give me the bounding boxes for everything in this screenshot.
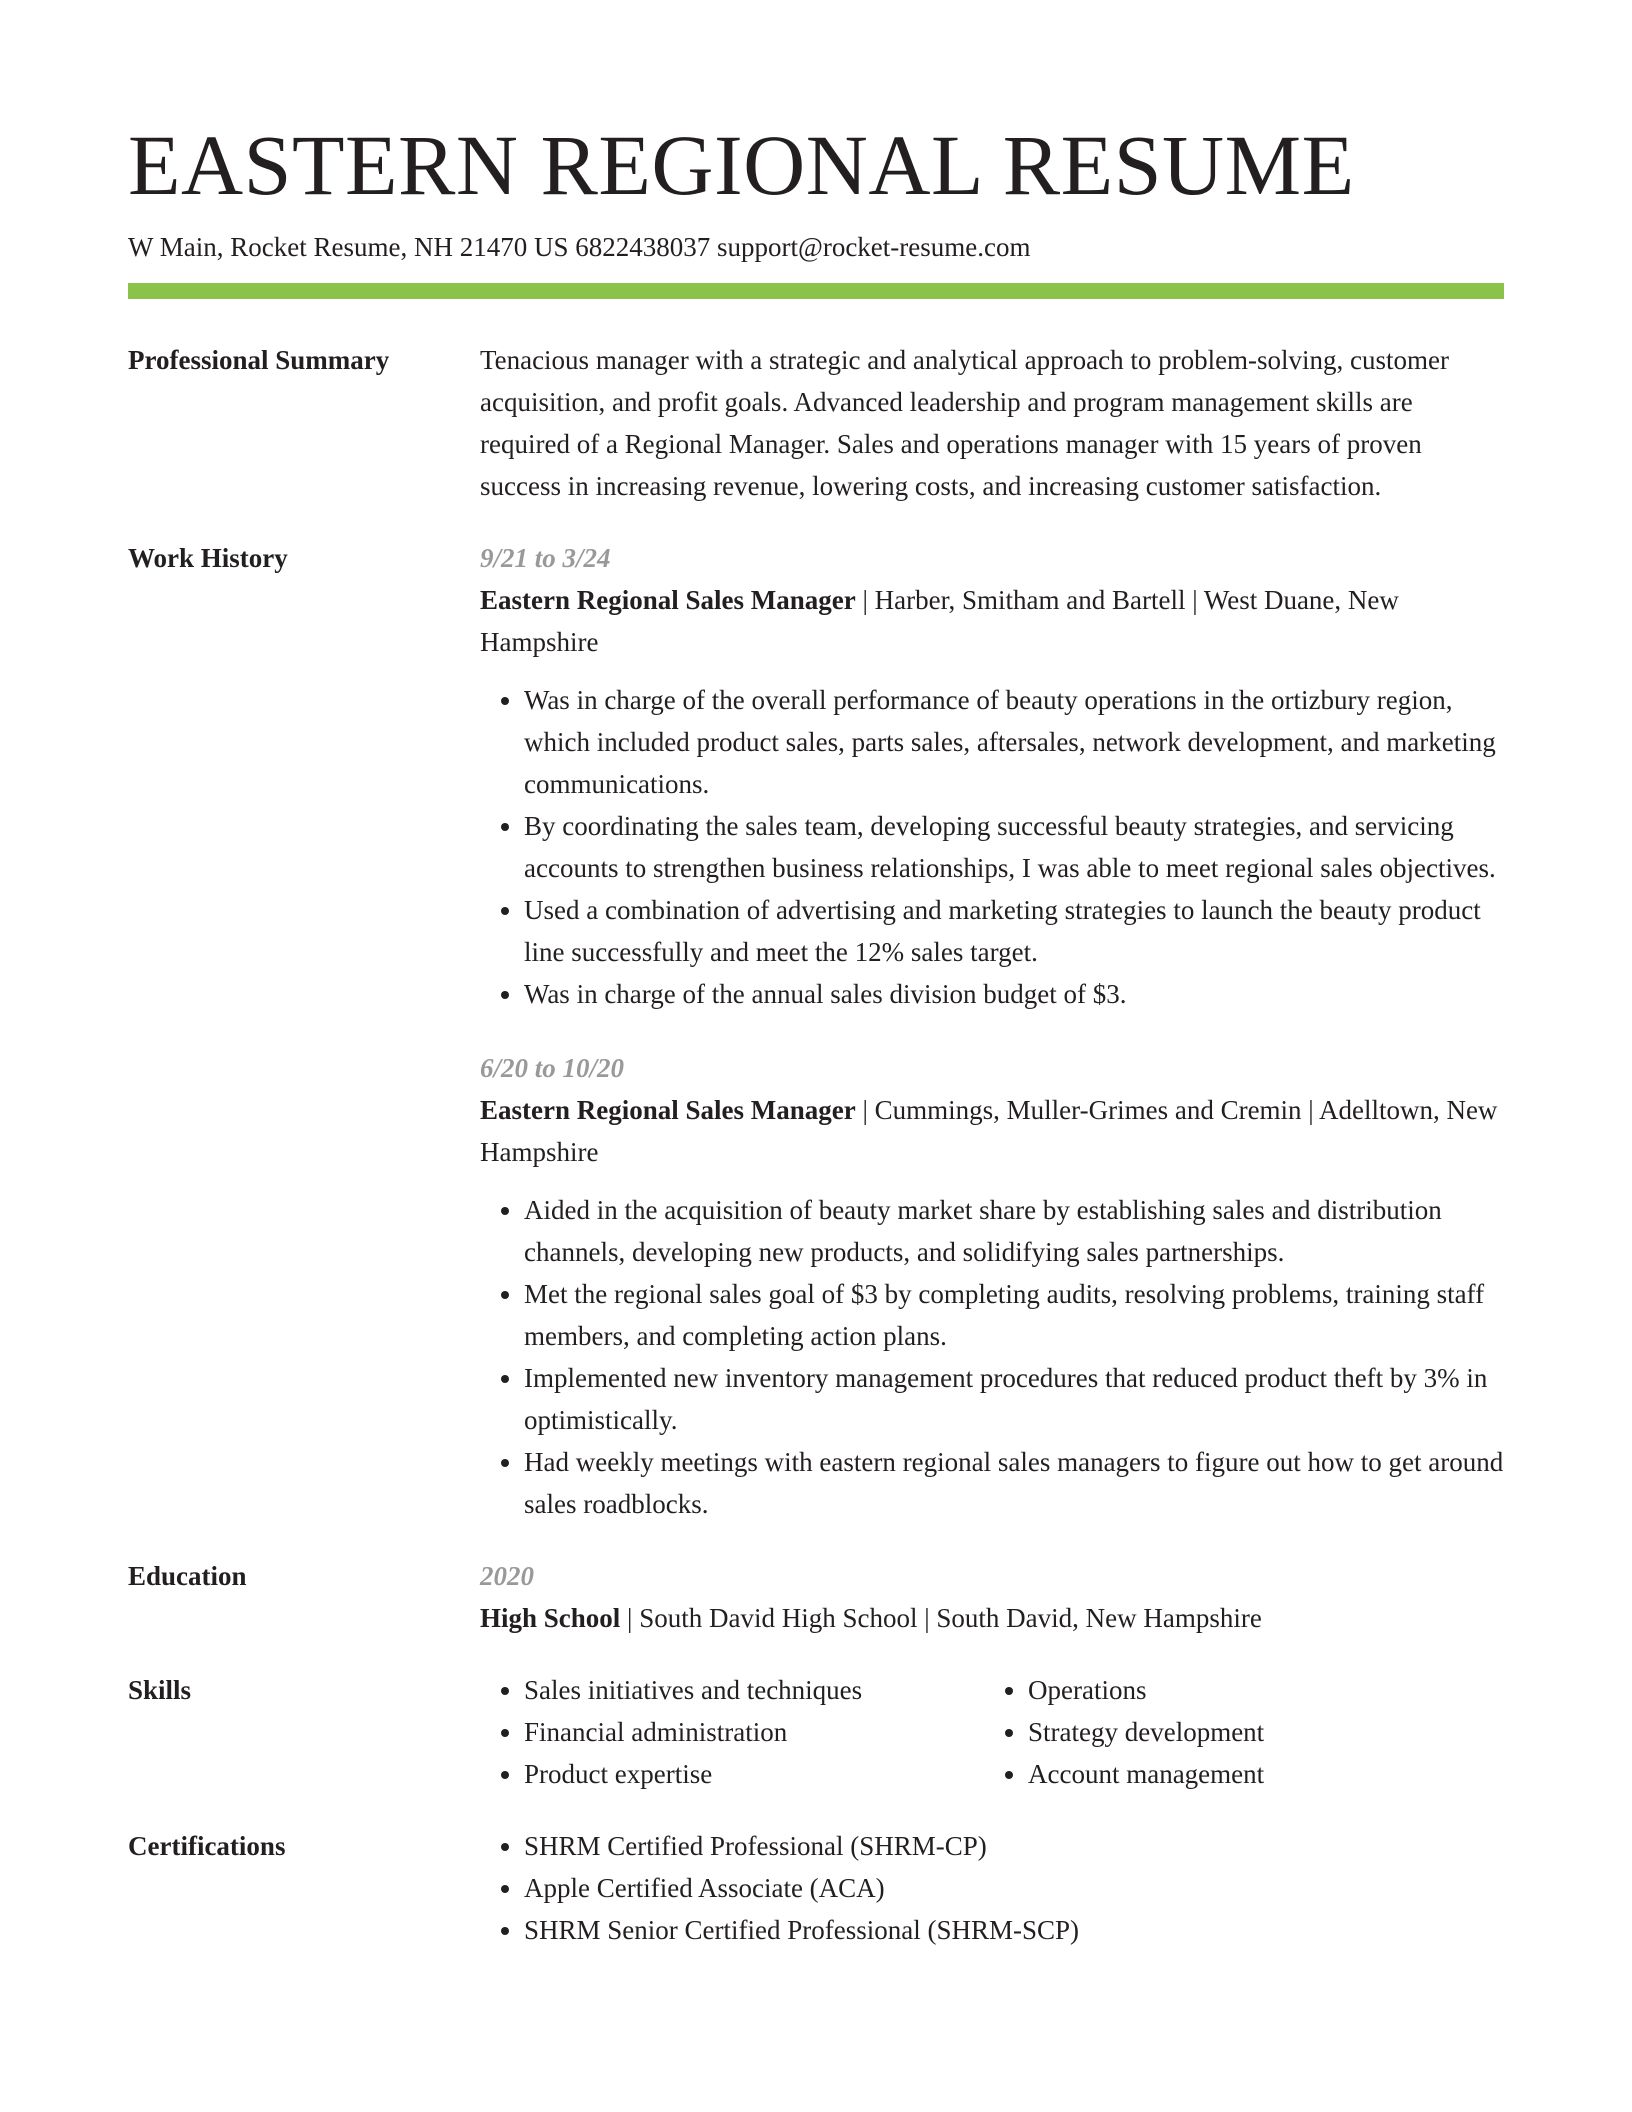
job-entry [480, 537, 1504, 1015]
education-body [480, 1555, 1504, 1639]
education-details: | South David High School | South David, New Hampshire [620, 1603, 1262, 1634]
work-history-heading: Work History [128, 543, 288, 574]
skills-body [480, 1669, 1504, 1795]
job-bullets [480, 679, 1504, 1015]
job-title-line [480, 579, 1504, 663]
skills-list-right [984, 1669, 1488, 1795]
summary-heading: Professional Summary [128, 345, 390, 376]
skill-item: • Operations [1028, 1669, 1488, 1711]
work-history-section [128, 537, 1504, 1525]
job-bullet: • Implemented new inventory management procedures that reduced product theft by 3% in optimistically. [524, 1357, 1504, 1441]
education-heading: Education [128, 1561, 247, 1592]
certifications-body [480, 1825, 1504, 1951]
certifications-section [128, 1825, 1504, 1951]
resume-title: EASTERN REGIONAL RESUME [128, 117, 1355, 213]
job-bullet: • Used a combination of advertising and marketing strategies to launch the beauty product line successfully and meet the 12% sales target. [524, 889, 1504, 973]
header-accent-rule [128, 283, 1504, 299]
skill-item: • Sales initiatives and techniques [524, 1669, 984, 1711]
skills-list-left [480, 1669, 984, 1795]
skills-heading: Skills [128, 1675, 192, 1706]
job-bullet: • Aided in the acquisition of beauty market share by establishing sales and distribution channels, developing new products, and solidifying sales partnerships. [524, 1189, 1504, 1273]
education-year: 2020 [480, 1561, 534, 1592]
skill-item: • Financial administration [524, 1711, 984, 1753]
education-line [480, 1597, 1504, 1639]
job-role: Eastern Regional Sales Manager [480, 1095, 856, 1126]
certifications-list [480, 1825, 1504, 1951]
job-bullet: • Was in charge of the annual sales division budget of $3. [524, 973, 1504, 1015]
job-bullet: • Was in charge of the overall performance of beauty operations in the ortizbury region, which included product sales, parts sales, aftersales, network development, and marketing communications. [524, 679, 1504, 805]
summary-text: Tenacious manager with a strategic and analytical approach to problem-solving, customer acquisition, and profit goals. Advanced leadership and program management skills are required of a Regional Manager. Sales and operations manager with 15 years of proven success in increasing revenue, lowering costs, and increasing customer satisfaction. [480, 345, 1450, 502]
job-role: Eastern Regional Sales Manager [480, 585, 856, 616]
job-dates: 9/21 to 3/24 [480, 543, 611, 574]
skill-item: • Account management [1028, 1753, 1488, 1795]
job-bullet: • Had weekly meetings with eastern regional sales managers to figure out how to get around sales roadblocks. [524, 1441, 1504, 1525]
job-bullet: • Met the regional sales goal of $3 by completing audits, resolving problems, training staff members, and completing action plans. [524, 1273, 1504, 1357]
contact-info: W Main, Rocket Resume, NH 21470 US 6822438037 support@rocket-resume.com [128, 232, 1031, 263]
job-details: | Cummings, Muller-Grimes and Cremin | Adelltown, New Hampshire [480, 1095, 1498, 1168]
job-dates: 6/20 to 10/20 [480, 1053, 625, 1084]
certification-item: • SHRM Certified Professional (SHRM-CP) [524, 1825, 1504, 1867]
education-degree: High School [480, 1603, 621, 1634]
resume-page [128, 117, 1504, 1951]
skill-item: • Strategy development [1028, 1711, 1488, 1753]
skills-section [128, 1669, 1504, 1795]
work-history-body [480, 537, 1504, 1525]
job-details: | Harber, Smitham and Bartell | West Duane, New Hampshire [480, 585, 1399, 658]
certifications-heading: Certifications [128, 1831, 286, 1862]
job-bullets [480, 1189, 1504, 1525]
job-bullet: • By coordinating the sales team, developing successful beauty strategies, and servicing accounts to strengthen business relationships, I was able to meet regional sales objectives. [524, 805, 1504, 889]
certification-item: • Apple Certified Associate (ACA) [524, 1867, 1504, 1909]
certification-item: • SHRM Senior Certified Professional (SHRM-SCP) [524, 1909, 1504, 1951]
skill-item: • Product expertise [524, 1753, 984, 1795]
education-section [128, 1555, 1504, 1639]
job-title-line [480, 1089, 1504, 1173]
job-entry [480, 1047, 1504, 1525]
summary-section [128, 339, 1504, 507]
